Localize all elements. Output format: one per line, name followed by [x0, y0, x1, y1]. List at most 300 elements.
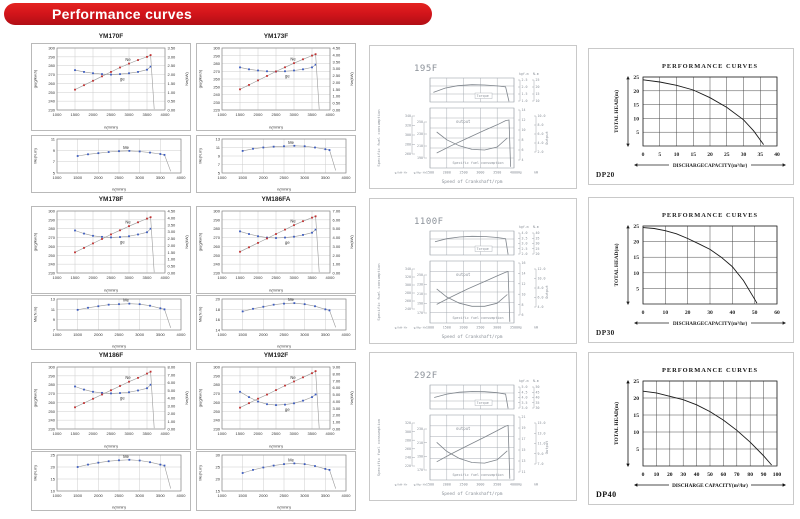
- svg-text:6.0: 6.0: [537, 132, 544, 137]
- svg-text:3.5: 3.5: [521, 400, 528, 405]
- page-banner: [4, 3, 432, 25]
- pump-chart-DP20: [587, 47, 795, 186]
- svg-text:4.50: 4.50: [167, 208, 176, 214]
- svg-text:1000: 1000: [52, 175, 62, 180]
- svg-text:n(r/min): n(r/min): [104, 124, 118, 130]
- engine-torque-chart-YM186F: [31, 451, 191, 511]
- svg-text:1.0: 1.0: [521, 99, 528, 104]
- svg-text:1500: 1500: [70, 431, 80, 436]
- svg-text:ge(g/kw.h): ge(g/kw.h): [32, 388, 38, 408]
- svg-text:2500: 2500: [279, 332, 289, 337]
- svg-text:g/Hp-Hr: g/Hp-Hr: [413, 170, 427, 175]
- svg-text:7.0: 7.0: [537, 462, 544, 467]
- svg-text:1000: 1000: [52, 431, 62, 436]
- svg-text:2000: 2000: [93, 493, 103, 498]
- svg-text:20: 20: [215, 476, 220, 482]
- svg-text:25: 25: [50, 452, 55, 458]
- svg-text:3500: 3500: [320, 493, 330, 498]
- svg-text:1000: 1000: [217, 112, 227, 117]
- svg-text:1.50: 1.50: [332, 86, 341, 92]
- svg-text:0.50: 0.50: [167, 263, 176, 269]
- svg-text:2000: 2000: [258, 175, 268, 180]
- engine-chart-title-YM173F: YM173F: [263, 33, 289, 40]
- svg-text:240: 240: [48, 417, 55, 423]
- svg-text:210: 210: [417, 144, 423, 149]
- svg-text:g/Hp-Hr: g/Hp-Hr: [413, 482, 427, 487]
- svg-text:260: 260: [48, 243, 55, 249]
- svg-text:Ne: Ne: [290, 218, 296, 224]
- svg-text:320: 320: [405, 421, 411, 426]
- engine-torque-chart-YM178F-svg: [31, 295, 191, 350]
- svg-text:4000: 4000: [176, 493, 186, 498]
- svg-text:7.00: 7.00: [332, 378, 341, 384]
- svg-text:1500: 1500: [238, 493, 248, 498]
- svg-text:1000: 1000: [217, 175, 227, 180]
- svg-text:4000: 4000: [160, 431, 170, 436]
- svg-text:240: 240: [213, 92, 220, 97]
- svg-text:1.00: 1.00: [167, 89, 176, 95]
- svg-text:292F: 292F: [414, 371, 438, 381]
- engine-top-chart-YM170F-svg: [31, 43, 191, 131]
- svg-text:kgf-m: kgf-m: [519, 72, 529, 76]
- svg-text:4000: 4000: [176, 175, 186, 180]
- svg-text:Ne: Ne: [125, 57, 131, 63]
- svg-text:Ne(kW): Ne(kW): [184, 235, 189, 249]
- svg-text:DISCHARGECAPACITY(m³/hr): DISCHARGECAPACITY(m³/hr): [672, 163, 748, 169]
- svg-text:2000: 2000: [88, 431, 98, 436]
- svg-text:15: 15: [215, 488, 220, 494]
- svg-text:4000: 4000: [509, 482, 519, 487]
- svg-text:15: 15: [535, 92, 540, 97]
- svg-text:3000: 3000: [135, 332, 145, 337]
- engine-torque-chart-YM173F: [196, 135, 356, 193]
- pump-chart-DP40-svg: [587, 351, 795, 506]
- svg-text:2.50: 2.50: [332, 73, 341, 79]
- svg-text:2000: 2000: [258, 493, 268, 498]
- banner-title: Performance curves: [52, 6, 193, 22]
- svg-text:Specific fuel consumption: Specific fuel consumption: [452, 473, 504, 477]
- svg-text:4.00: 4.00: [332, 398, 341, 404]
- svg-text:25: 25: [215, 464, 220, 470]
- svg-text:3.00: 3.00: [167, 403, 176, 409]
- svg-text:40: 40: [729, 310, 736, 316]
- svg-text:50: 50: [535, 385, 540, 390]
- svg-text:Hp: Hp: [518, 170, 522, 175]
- svg-text:Specific fuel consumption: Specific fuel consumption: [376, 109, 381, 167]
- svg-text:30: 30: [535, 406, 540, 411]
- svg-text:30: 30: [535, 241, 540, 246]
- svg-text:210: 210: [417, 440, 423, 445]
- svg-text:250: 250: [213, 408, 220, 414]
- svg-text:Me: Me: [288, 139, 294, 145]
- svg-text:5: 5: [658, 152, 662, 158]
- svg-text:280: 280: [48, 63, 55, 69]
- svg-text:PERFORMANCE CURVES: PERFORMANCE CURVES: [661, 367, 759, 374]
- svg-text:4.0: 4.0: [537, 141, 544, 146]
- pump-chart-DP30-svg: [587, 196, 795, 344]
- svg-text:170: 170: [417, 468, 423, 473]
- svg-text:2000: 2000: [93, 332, 103, 337]
- svg-text:340: 340: [405, 114, 411, 119]
- engine-top-chart-YM170F: [31, 43, 191, 131]
- svg-text:0.50: 0.50: [332, 100, 341, 106]
- svg-text:260: 260: [213, 76, 220, 82]
- svg-text:6.00: 6.00: [332, 217, 341, 223]
- engine-top-chart-YM186FA: [196, 206, 356, 294]
- svg-text:14: 14: [521, 271, 526, 276]
- svg-text:60: 60: [774, 310, 780, 316]
- industrial-chart-195F-svg: [368, 44, 578, 190]
- engine-chart-title-YM170F: YM170F: [98, 33, 124, 40]
- svg-text:14: 14: [521, 108, 526, 113]
- engine-top-chart-YM192F: [196, 362, 356, 450]
- svg-text:Me(N.m): Me(N.m): [197, 148, 203, 164]
- svg-text:21: 21: [521, 415, 526, 420]
- svg-text:Me(N.m): Me(N.m): [32, 148, 38, 164]
- svg-text:3500: 3500: [307, 275, 317, 280]
- svg-text:250: 250: [213, 84, 220, 90]
- svg-text:output: output: [456, 272, 471, 277]
- svg-text:3500: 3500: [155, 332, 165, 337]
- svg-text:300: 300: [213, 364, 220, 370]
- svg-text:280: 280: [48, 226, 55, 232]
- svg-text:Ne(kW): Ne(kW): [184, 72, 189, 86]
- svg-text:4000: 4000: [325, 275, 335, 280]
- svg-text:15: 15: [521, 448, 526, 453]
- svg-text:12.0: 12.0: [537, 267, 546, 272]
- svg-text:1500: 1500: [425, 482, 435, 487]
- svg-text:13: 13: [50, 296, 55, 302]
- svg-text:250: 250: [48, 252, 55, 258]
- svg-text:3500: 3500: [155, 175, 165, 180]
- svg-text:1500: 1500: [73, 332, 83, 337]
- svg-text:2.00: 2.00: [167, 411, 176, 416]
- svg-text:290: 290: [213, 373, 220, 379]
- svg-text:4000: 4000: [325, 112, 335, 117]
- svg-text:8: 8: [521, 302, 524, 307]
- svg-text:2.00: 2.00: [167, 242, 176, 248]
- svg-text:280: 280: [213, 61, 220, 66]
- engine-top-chart-YM192F-svg: [196, 362, 356, 450]
- svg-text:4.0: 4.0: [521, 395, 528, 400]
- svg-text:17: 17: [521, 437, 526, 442]
- svg-text:35: 35: [535, 236, 540, 241]
- svg-text:TOTAL HEAD(m): TOTAL HEAD(m): [614, 401, 620, 446]
- svg-text:n(r/min): n(r/min): [112, 343, 126, 349]
- svg-text:2500: 2500: [114, 493, 124, 498]
- svg-text:0.00: 0.00: [167, 107, 176, 113]
- svg-text:Ne: Ne: [290, 374, 296, 380]
- svg-text:3000: 3000: [289, 112, 299, 117]
- svg-text:Torque: Torque: [476, 247, 489, 252]
- svg-text:3000: 3000: [289, 275, 299, 280]
- svg-text:15: 15: [50, 476, 55, 482]
- svg-text:3.00: 3.00: [332, 66, 341, 72]
- svg-text:N-m: N-m: [533, 225, 539, 229]
- svg-text:1500: 1500: [235, 431, 245, 436]
- svg-text:Me: Me: [123, 453, 129, 459]
- svg-text:20: 20: [633, 396, 639, 402]
- svg-text:9: 9: [52, 317, 55, 323]
- svg-text:1000: 1000: [52, 332, 62, 337]
- svg-text:6.00: 6.00: [332, 385, 341, 391]
- svg-text:n(r/min): n(r/min): [104, 443, 118, 449]
- svg-text:240: 240: [48, 261, 55, 267]
- svg-text:0.00: 0.00: [167, 270, 176, 276]
- engine-top-chart-YM186F-svg: [31, 362, 191, 450]
- svg-text:2000: 2000: [93, 175, 103, 180]
- svg-text:90: 90: [760, 472, 767, 478]
- svg-text:4000: 4000: [341, 493, 351, 498]
- svg-text:30: 30: [740, 152, 747, 158]
- svg-text:25: 25: [633, 224, 639, 230]
- svg-text:n(r/min): n(r/min): [112, 186, 126, 192]
- svg-text:2500: 2500: [114, 175, 124, 180]
- svg-text:1500: 1500: [73, 175, 83, 180]
- svg-text:ge: ge: [120, 395, 125, 401]
- svg-text:1500: 1500: [70, 275, 80, 280]
- svg-text:230: 230: [48, 107, 55, 113]
- svg-text:Output: Output: [544, 440, 549, 455]
- svg-text:1500: 1500: [442, 325, 451, 330]
- svg-text:230: 230: [48, 270, 55, 276]
- svg-text:260: 260: [213, 399, 220, 405]
- svg-text:3.00: 3.00: [167, 54, 176, 60]
- svg-text:7.00: 7.00: [167, 372, 176, 378]
- svg-text:2000: 2000: [442, 170, 451, 175]
- svg-text:25: 25: [633, 75, 639, 81]
- svg-text:2000: 2000: [253, 275, 263, 280]
- svg-text:16: 16: [521, 261, 526, 266]
- svg-text:290: 290: [48, 54, 55, 60]
- svg-text:4.50: 4.50: [332, 45, 341, 51]
- svg-text:Output: Output: [544, 285, 549, 299]
- svg-text:1000: 1000: [52, 493, 62, 498]
- engine-top-chart-YM173F: [196, 43, 356, 131]
- svg-text:3.50: 3.50: [167, 222, 176, 228]
- svg-text:ge: ge: [285, 73, 290, 79]
- svg-text:170: 170: [417, 311, 423, 316]
- svg-text:n(r/min): n(r/min): [104, 287, 118, 293]
- svg-text:2000: 2000: [253, 112, 263, 117]
- svg-text:300: 300: [213, 45, 220, 51]
- svg-text:TOTAL HEAD(m): TOTAL HEAD(m): [614, 243, 620, 287]
- svg-text:output: output: [456, 426, 471, 431]
- svg-text:1000: 1000: [425, 325, 435, 330]
- svg-text:50: 50: [707, 472, 713, 478]
- svg-text:10: 10: [653, 472, 660, 478]
- svg-text:1.00: 1.00: [167, 418, 176, 424]
- svg-text:19: 19: [521, 426, 526, 431]
- svg-text:260: 260: [48, 80, 55, 86]
- svg-text:290: 290: [213, 53, 220, 59]
- svg-text:20: 20: [633, 88, 639, 95]
- svg-text:6.00: 6.00: [167, 380, 176, 385]
- svg-text:20: 20: [535, 252, 540, 257]
- svg-text:1500: 1500: [238, 332, 248, 337]
- svg-text:300: 300: [405, 429, 411, 434]
- svg-text:9: 9: [52, 147, 55, 153]
- svg-text:2.0: 2.0: [521, 85, 528, 90]
- svg-text:9.0: 9.0: [537, 451, 544, 456]
- svg-text:n(r/min): n(r/min): [277, 343, 291, 349]
- svg-text:35: 35: [535, 400, 540, 405]
- svg-text:8.00: 8.00: [332, 371, 341, 377]
- svg-text:35: 35: [757, 152, 764, 158]
- svg-text:195F: 195F: [414, 64, 438, 74]
- svg-text:270: 270: [48, 235, 55, 241]
- svg-text:1100F: 1100F: [414, 217, 444, 227]
- svg-text:8.0: 8.0: [537, 286, 544, 291]
- svg-text:N-m: N-m: [533, 379, 539, 383]
- svg-text:230: 230: [48, 426, 55, 432]
- svg-text:300: 300: [405, 133, 411, 138]
- svg-text:80: 80: [747, 472, 753, 478]
- svg-text:15: 15: [633, 255, 639, 262]
- svg-text:60: 60: [720, 472, 727, 478]
- svg-text:1500: 1500: [238, 175, 248, 180]
- svg-text:0.00: 0.00: [332, 270, 341, 276]
- svg-text:12: 12: [521, 282, 526, 286]
- svg-text:25: 25: [535, 246, 540, 251]
- svg-text:5: 5: [52, 170, 55, 176]
- svg-text:4.00: 4.00: [332, 235, 341, 241]
- engine-top-chart-YM186FA-svg: [196, 206, 356, 294]
- engine-top-chart-YM173F-svg: [196, 43, 356, 131]
- svg-text:3000: 3000: [135, 175, 145, 180]
- svg-text:190: 190: [417, 156, 423, 161]
- svg-text:5.00: 5.00: [332, 226, 341, 232]
- svg-text:ge(g/kw.h): ge(g/kw.h): [197, 69, 203, 89]
- svg-text:280: 280: [405, 142, 411, 147]
- svg-text:40: 40: [693, 472, 700, 478]
- svg-text:3500: 3500: [320, 175, 330, 180]
- svg-text:230: 230: [417, 132, 423, 137]
- engine-top-chart-YM186F: [31, 362, 191, 450]
- svg-text:240: 240: [48, 98, 55, 104]
- engine-torque-chart-YM170F-svg: [31, 135, 191, 193]
- svg-text:2000: 2000: [258, 332, 268, 337]
- svg-text:Specific fuel consumption: Specific fuel consumption: [452, 161, 504, 165]
- svg-text:20: 20: [684, 310, 691, 316]
- industrial-chart-1100F-svg: [368, 197, 578, 345]
- svg-text:Speed of Crankshaft/rpm: Speed of Crankshaft/rpm: [441, 180, 503, 185]
- svg-text:3500: 3500: [493, 482, 502, 487]
- svg-text:2500: 2500: [279, 175, 289, 180]
- svg-text:280: 280: [213, 226, 220, 232]
- svg-text:2000: 2000: [253, 431, 263, 436]
- svg-text:240: 240: [213, 261, 220, 267]
- svg-text:DISCHARGECAPACITY(m³/hr): DISCHARGECAPACITY(m³/hr): [672, 321, 748, 327]
- svg-text:10: 10: [633, 430, 639, 436]
- svg-text:11.0: 11.0: [537, 441, 546, 446]
- svg-text:2500: 2500: [106, 275, 116, 280]
- svg-text:2000: 2000: [459, 325, 468, 330]
- svg-text:3000: 3000: [124, 431, 134, 436]
- engine-torque-chart-YM192F-svg: [196, 451, 356, 511]
- svg-text:2500: 2500: [476, 325, 485, 330]
- engine-chart-title-YM186F: YM186F: [98, 352, 124, 359]
- svg-text:kW: kW: [534, 482, 538, 487]
- svg-text:output: output: [456, 119, 471, 124]
- svg-text:Me(N.m): Me(N.m): [32, 465, 38, 481]
- engine-top-chart-YM178F-svg: [31, 206, 191, 294]
- svg-text:300: 300: [213, 208, 220, 214]
- svg-text:3500: 3500: [320, 332, 330, 337]
- svg-text:2000: 2000: [442, 482, 451, 487]
- svg-text:g/kW-Hr: g/kW-Hr: [394, 325, 408, 330]
- svg-text:Speed of Crankshaft/rpm: Speed of Crankshaft/rpm: [441, 492, 503, 497]
- svg-text:Specific fuel consumption: Specific fuel consumption: [376, 418, 381, 477]
- svg-text:11: 11: [521, 470, 526, 475]
- svg-text:n(r/min): n(r/min): [269, 443, 283, 449]
- svg-text:8: 8: [521, 138, 524, 143]
- svg-text:9: 9: [217, 153, 220, 159]
- svg-text:Me(N.m): Me(N.m): [197, 306, 203, 323]
- svg-text:4000: 4000: [341, 175, 351, 180]
- svg-text:Specific fuel consumption: Specific fuel consumption: [376, 263, 381, 321]
- svg-text:2.00: 2.00: [332, 79, 341, 85]
- svg-text:230: 230: [213, 99, 220, 105]
- svg-text:250: 250: [417, 120, 423, 125]
- svg-text:4000: 4000: [176, 332, 186, 337]
- svg-text:40: 40: [535, 395, 540, 400]
- engine-torque-chart-YM170F: [31, 135, 191, 193]
- svg-text:3500: 3500: [509, 325, 519, 330]
- svg-text:4000: 4000: [160, 275, 170, 280]
- svg-text:260: 260: [405, 447, 411, 451]
- svg-text:ge(g/kw.h): ge(g/kw.h): [197, 232, 203, 252]
- engine-chart-title-YM186FA: YM186FA: [261, 196, 291, 203]
- svg-text:3500: 3500: [142, 431, 152, 436]
- svg-text:2.0: 2.0: [521, 252, 528, 257]
- svg-text:4000: 4000: [325, 431, 335, 436]
- svg-text:2.00: 2.00: [167, 72, 176, 78]
- svg-text:20: 20: [633, 239, 639, 246]
- svg-text:1000: 1000: [52, 112, 62, 117]
- svg-text:1.5: 1.5: [521, 92, 528, 97]
- svg-text:260: 260: [405, 152, 411, 157]
- svg-text:2500: 2500: [459, 482, 468, 487]
- svg-text:Me(N.m): Me(N.m): [197, 465, 203, 481]
- svg-text:4.5: 4.5: [521, 390, 528, 395]
- industrial-chart-292F-svg: [368, 351, 578, 502]
- svg-text:Ne: Ne: [125, 219, 131, 225]
- svg-text:0: 0: [641, 310, 645, 316]
- svg-text:3000: 3000: [300, 493, 310, 498]
- svg-text:250: 250: [417, 273, 423, 278]
- svg-text:270: 270: [48, 391, 55, 397]
- svg-text:0.50: 0.50: [167, 98, 176, 104]
- svg-text:5.0: 5.0: [521, 385, 528, 390]
- svg-text:290: 290: [48, 373, 55, 379]
- svg-text:2.50: 2.50: [167, 236, 176, 242]
- svg-text:220: 220: [405, 464, 411, 469]
- svg-text:1.50: 1.50: [167, 249, 176, 255]
- svg-text:1000: 1000: [217, 431, 227, 436]
- svg-text:11: 11: [50, 306, 55, 312]
- svg-text:Hp: Hp: [518, 325, 522, 330]
- svg-text:1.50: 1.50: [167, 80, 176, 86]
- svg-text:5: 5: [636, 447, 639, 453]
- svg-text:300: 300: [48, 364, 55, 370]
- svg-text:3500: 3500: [307, 431, 317, 436]
- svg-text:Me: Me: [288, 297, 294, 303]
- svg-text:5: 5: [217, 170, 220, 176]
- svg-text:4.00: 4.00: [332, 52, 341, 58]
- engine-chart-title-YM178F: YM178F: [98, 196, 124, 203]
- svg-text:3000: 3000: [493, 325, 502, 330]
